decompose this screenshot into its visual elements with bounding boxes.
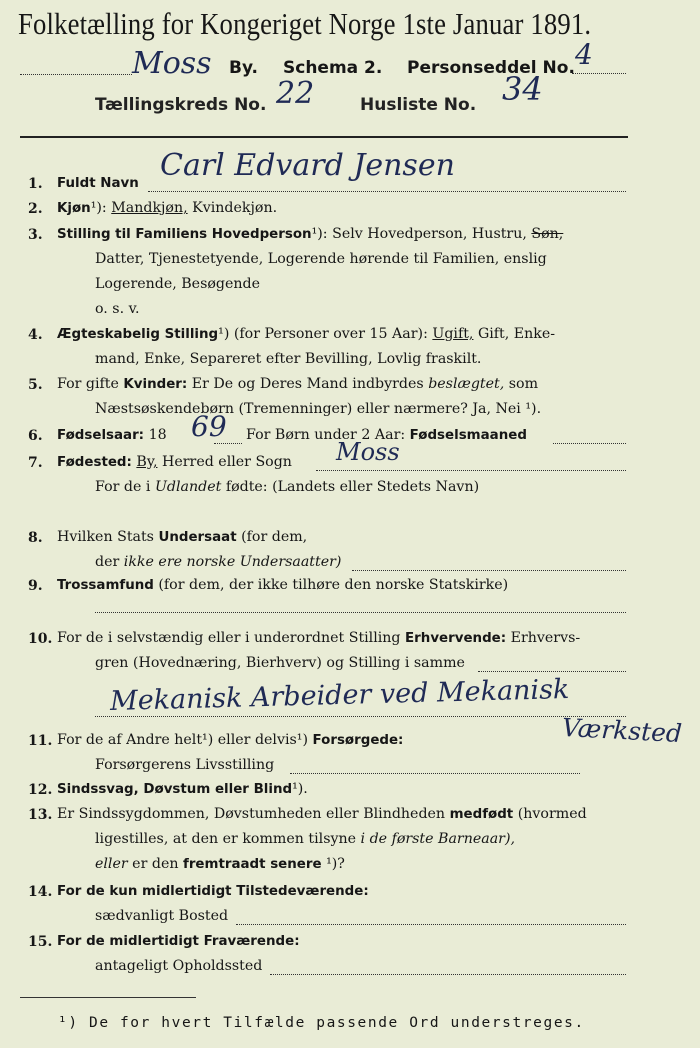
q13-text: (hvormed [517,806,587,822]
item-number: 4. [28,327,43,343]
q11-line-1 [57,732,403,748]
schema-label: Schema 2. [283,58,383,78]
q5-line-2: Næstsøskendebørn (Tremenninger) eller nærmere? Ja, Nei ¹). [95,401,542,417]
q4-line-1 [57,326,555,342]
q4-text: Gift, Enke- [477,326,556,342]
dotted-line [148,191,626,192]
q6-text: For Børn under 2 Aar: [246,427,406,443]
q5-text: beslægtet, [428,376,505,392]
q10-text: For de i selvstændig eller i underordnet Stilling [57,630,401,646]
q7-text: Herred eller Sogn [161,454,292,470]
q8-text: (for dem, [241,529,308,545]
q13-line-3 [95,856,345,872]
footnote-ref: ¹). [292,781,308,797]
kreds-label: Tællingskreds No. [95,95,267,115]
q11-label: Forsørgede: [312,733,404,748]
q13-text: eller [95,856,128,872]
q7-line-1 [57,454,292,470]
footnote-ref: ¹): [311,226,328,242]
q12-line [57,781,308,797]
q7-text: fødte: (Landets eller Stedets Navn) [225,479,480,495]
q15-line-2: antageligt Opholdssted [95,958,263,974]
q11-line-2: Forsørgerens Livsstilling [95,757,275,773]
dotted-line [478,671,626,672]
item-number: 11. [28,733,53,749]
q3-label: Stilling til Familiens Hovedperson [57,227,312,242]
footnote-ref: ¹) [296,732,309,748]
q8-text: ikke ere norske Undersaatter) [123,554,342,570]
q15-line-1 [57,933,300,949]
footnote-rule [20,997,196,998]
footnote-ref: ¹): [90,200,107,216]
q3-text: Selv Hovedperson, Hustru, [332,226,527,242]
q4-option-ugift: Ugift, [432,326,474,342]
q5-label: Kvinder: [123,377,188,392]
q2-option-kvindekjon: Kvindekjøn. [192,200,278,216]
item-number: 8. [28,530,43,546]
q5-text: Er De og Deres Mand indbyrdes [191,376,424,392]
by-label: By. [229,58,258,78]
q6-label: Fødselsaar: [57,428,145,443]
q8-text: der [95,554,120,570]
q8-line-1 [57,529,307,545]
personseddel-label: Personseddel No. [407,58,575,78]
header-rule [20,136,628,138]
q6-line [57,427,167,443]
q7-option-by: By, [136,454,158,470]
dotted-line [270,974,626,975]
q14-line-1 [57,883,369,899]
footnote-ref: ¹) [218,326,230,342]
q1-line [57,175,139,191]
dotted-line [290,773,580,774]
q13-text: ligestilles, at den er kommen tilsyne [95,831,357,847]
q2-label: Kjøn [57,201,91,216]
q3-option-son: Søn, [531,226,564,242]
form-title: Folketælling for Kongeriget Norge 1ste Januar 1891. [18,6,592,41]
q9-label: Trossamfund [57,578,154,593]
q10-answer-2: Værksted [561,712,683,749]
item-number: 6. [28,428,43,444]
q7-text: For de i [95,479,151,495]
item-number: 1. [28,176,43,192]
q8-label: Undersaat [158,530,237,545]
footnote-ref: ¹)? [326,856,345,872]
q1-answer: Carl Edvard Jensen [160,148,455,183]
q10-text: Erhvervs- [510,630,581,646]
q8-text: Hvilken Stats [57,529,154,545]
q10-answer: Mekanisk Arbeider ved Mekanisk [109,673,570,718]
item-number: 7. [28,455,43,471]
item-number: 15. [28,934,53,950]
item-number: 12. [28,782,53,798]
dotted-line [572,73,626,74]
q3-line-4: o. s. v. [95,301,140,317]
q2-line [57,200,277,216]
q13-label-2: fremtraadt senere [183,857,322,872]
dotted-line [95,612,626,613]
item-number: 9. [28,578,43,594]
q3-line-2: Datter, Tjenestetyende, Logerende hørende til Familien, enslig [95,251,547,267]
item-number: 3. [28,227,43,243]
item-number: 5. [28,377,43,393]
personseddel-answer: 4 [575,38,593,71]
footnote: ¹) De for hvert Tilfælde passende Ord understreges. [58,1015,585,1031]
q4-line-2: mand, Enke, Separeret efter Bevilling, Lovlig fraskilt. [95,351,482,367]
q13-text: Er Sindssygdommen, Døvstumheden eller Blindheden [57,806,446,822]
item-number: 13. [28,807,53,823]
by-answer: Moss [132,46,212,81]
q4-text: (for Personer over 15 Aar): [233,326,428,342]
husliste-answer: 34 [502,70,543,108]
q6-prefix: 18 [148,427,167,443]
q8-line-2 [95,554,341,570]
q3-line-3: Logerende, Besøgende [95,276,260,292]
q15-label: For de midlertidigt Fraværende: [57,934,300,949]
q7-answer: Moss [336,438,400,466]
dotted-line [316,470,626,471]
q7-line-2 [95,479,479,495]
q9-line-1 [57,577,508,593]
q12-label: Sindssvag, Døvstum eller Blind [57,782,293,797]
dotted-line [236,924,626,925]
q7-label: Fødested: [57,455,132,470]
q3-line-1 [57,226,563,242]
dotted-line [352,570,626,571]
q7-text: Udlandet [154,479,222,495]
q13-text: i de første Barneaar), [360,831,515,847]
q14-line-2: sædvanligt Bosted [95,908,229,924]
q2-option-mandkjon: Mandkjøn, [111,200,188,216]
q5-text: som [508,376,539,392]
husliste-label: Husliste No. [360,95,477,115]
q6-label-2: Fødselsmaaned [409,428,527,443]
q6-answer: 69 [191,410,227,443]
q13-line-1 [57,806,587,822]
item-number: 14. [28,884,53,900]
q1-label: Fuldt Navn [57,176,139,191]
q9-text: (for dem, der ikke tilhøre den norske Statskirke) [158,577,509,593]
dotted-line [553,443,626,444]
dotted-line [95,716,626,717]
dotted-line [214,443,242,444]
q5-text: For gifte [57,376,119,392]
q4-label: Ægteskabelig Stilling [57,327,219,342]
q14-label: For de kun midlertidigt Tilstedeværende: [57,884,369,899]
q10-line-1 [57,630,580,646]
q13-label: medfødt [449,807,514,822]
q11-text: For de af Andre helt [57,732,203,748]
q13-line-2 [95,831,515,847]
q13-text: er den [132,856,179,872]
q5-line-1 [57,376,538,392]
item-number: 2. [28,201,43,217]
q10-label: Erhvervende: [405,631,507,646]
q11-text: ¹) eller delvis [202,732,297,748]
item-number: 10. [28,631,53,647]
q10-line-2: gren (Hovednæring, Bierhverv) og Stilling i samme [95,655,465,671]
dotted-line [20,74,132,75]
kreds-answer: 22 [276,76,315,111]
